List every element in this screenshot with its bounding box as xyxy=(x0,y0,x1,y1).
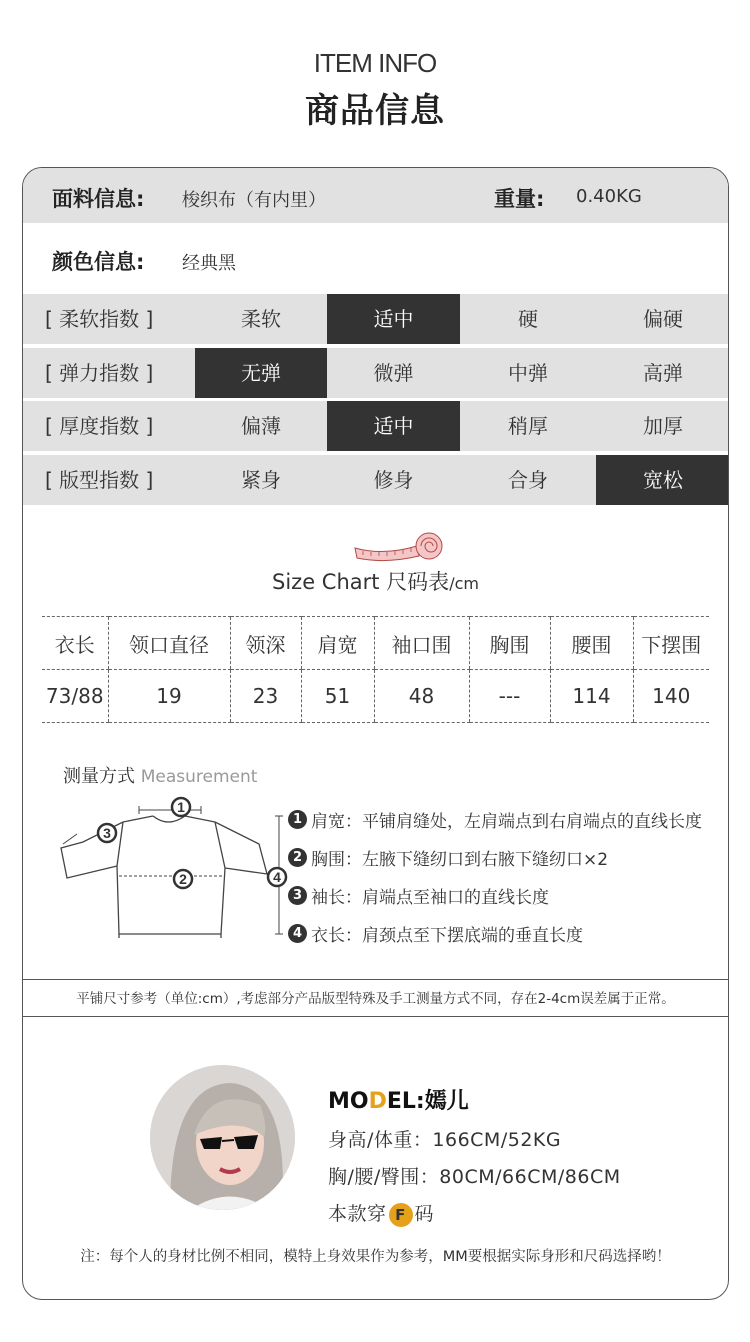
weight-label: 重量: xyxy=(494,187,545,211)
weight-value: 0.40KG xyxy=(576,186,642,207)
table-header-cell: 腰围 xyxy=(550,617,633,670)
index-option: 偏硬 xyxy=(643,307,683,331)
svg-text:4: 4 xyxy=(273,869,281,885)
table-cell: 140 xyxy=(633,670,709,723)
index-option: 微弹 xyxy=(373,361,414,385)
size-chart-unit: /cm xyxy=(449,574,479,593)
size-chart-title xyxy=(23,566,728,596)
table-cell: 114 xyxy=(550,670,633,723)
index-option: 高弹 xyxy=(643,361,683,385)
table-cell: 19 xyxy=(108,670,230,723)
svg-text:3: 3 xyxy=(103,825,111,841)
wears-suffix: 码 xyxy=(414,1203,435,1225)
model-height-weight: 身高/体重：166CM/52KG xyxy=(328,1129,562,1151)
measurement-title-en: Measurement xyxy=(140,767,258,787)
index-option: 紧身 xyxy=(241,468,281,492)
svg-text:2: 2 xyxy=(179,871,187,887)
table-header-row xyxy=(42,617,709,670)
index-option: 加厚 xyxy=(643,414,683,438)
measurement-number: 1 xyxy=(288,810,307,829)
model-title-prefix: MO xyxy=(328,1089,369,1114)
table-row xyxy=(42,670,709,723)
index-option: 适中 xyxy=(327,294,460,344)
footer-note: 注：每个人的身材比例不相同，模特上身效果作为参考，MM要根据实际身形和尺码选择哟！ xyxy=(80,1249,671,1265)
index-name: [ 版型指数 ] xyxy=(45,468,154,492)
index-row-elasticity xyxy=(23,348,728,398)
index-option: 柔软 xyxy=(241,307,281,331)
measuring-tape-icon xyxy=(353,532,447,566)
table-cell: 48 xyxy=(374,670,469,723)
info-card xyxy=(22,167,729,1300)
table-header-cell: 肩宽 xyxy=(301,617,374,670)
fabric-value: 梭织布（有内里） xyxy=(182,190,326,211)
table-header-cell: 领口直径 xyxy=(108,617,230,670)
index-option: 偏薄 xyxy=(241,414,281,438)
measurement-title xyxy=(63,762,257,788)
index-option: 稍厚 xyxy=(508,414,548,438)
wears-prefix: 本款穿 xyxy=(328,1203,387,1225)
index-option: 中弹 xyxy=(508,361,548,385)
model-title-highlight: D xyxy=(368,1089,387,1114)
model-wears-size xyxy=(328,1199,621,1227)
measurement-item xyxy=(288,800,702,838)
index-row-softness xyxy=(23,294,728,344)
model-info xyxy=(328,1084,621,1227)
measurement-text: 袖长：肩端点至袖口的直线长度 xyxy=(311,887,549,908)
shirt-diagram-icon xyxy=(53,794,288,944)
color-label: 颜色信息: xyxy=(52,250,145,274)
measurement-number: 2 xyxy=(288,848,307,867)
index-option: 修身 xyxy=(373,468,414,492)
table-header-cell: 胸围 xyxy=(469,617,550,670)
index-option: 合身 xyxy=(508,468,548,492)
index-name: [ 厚度指数 ] xyxy=(45,414,154,438)
model-avatar xyxy=(150,1065,295,1210)
index-name: [ 柔软指数 ] xyxy=(45,307,154,331)
table-cell: 73/88 xyxy=(42,670,108,723)
table-header-cell: 下摆围 xyxy=(633,617,709,670)
measurement-number: 4 xyxy=(288,924,307,943)
index-option: 无弹 xyxy=(195,348,327,398)
index-row-fit xyxy=(23,455,728,505)
title-zh: 商品信息 xyxy=(305,91,445,131)
measurement-text: 胸围：左腋下缝纫口到右腋下缝纫口×2 xyxy=(311,849,609,870)
index-option: 硬 xyxy=(518,307,538,331)
model-measurements: 胸/腰/臀围：80CM/66CM/86CM xyxy=(328,1166,621,1188)
table-cell: --- xyxy=(469,670,550,723)
table-header-cell: 领深 xyxy=(230,617,301,670)
measurement-list xyxy=(288,800,702,952)
color-row xyxy=(23,231,728,286)
svg-text:1: 1 xyxy=(177,799,185,815)
model-title-suffix: EL:嫣儿 xyxy=(386,1089,469,1114)
index-option: 适中 xyxy=(327,401,460,451)
measurement-title-zh: 测量方式 xyxy=(63,766,135,787)
measurement-number: 3 xyxy=(288,886,307,905)
size-table xyxy=(42,616,709,723)
measurement-text: 衣长：肩颈点至下摆底端的垂直长度 xyxy=(311,925,583,946)
measurement-item xyxy=(288,914,702,952)
model-photo-icon xyxy=(150,1065,295,1210)
size-badge: F xyxy=(389,1203,413,1227)
index-name: [ 弹力指数 ] xyxy=(45,361,154,385)
table-cell: 51 xyxy=(301,670,374,723)
color-value: 经典黑 xyxy=(182,253,236,274)
table-header-cell: 袖口围 xyxy=(374,617,469,670)
fabric-row xyxy=(23,168,728,223)
table-header-cell: 衣长 xyxy=(42,617,108,670)
index-option: 宽松 xyxy=(596,455,729,505)
fabric-label: 面料信息: xyxy=(52,187,145,211)
model-title xyxy=(328,1084,621,1115)
measurement-item xyxy=(288,876,702,914)
title-en: ITEM INFO xyxy=(313,48,437,78)
measurement-text: 肩宽：平铺肩缝处，左肩端点到右肩端点的直线长度 xyxy=(311,811,702,832)
page-header xyxy=(0,48,750,132)
size-note: 平铺尺寸参考（单位:cm）,考虑部分产品版型特殊及手工测量方式不同，存在2-4cm误差属于正常。 xyxy=(23,979,728,1017)
table-cell: 23 xyxy=(230,670,301,723)
size-chart-title-text: Size Chart 尺码表 xyxy=(272,570,450,594)
index-row-thickness xyxy=(23,401,728,451)
measurement-item xyxy=(288,838,702,876)
